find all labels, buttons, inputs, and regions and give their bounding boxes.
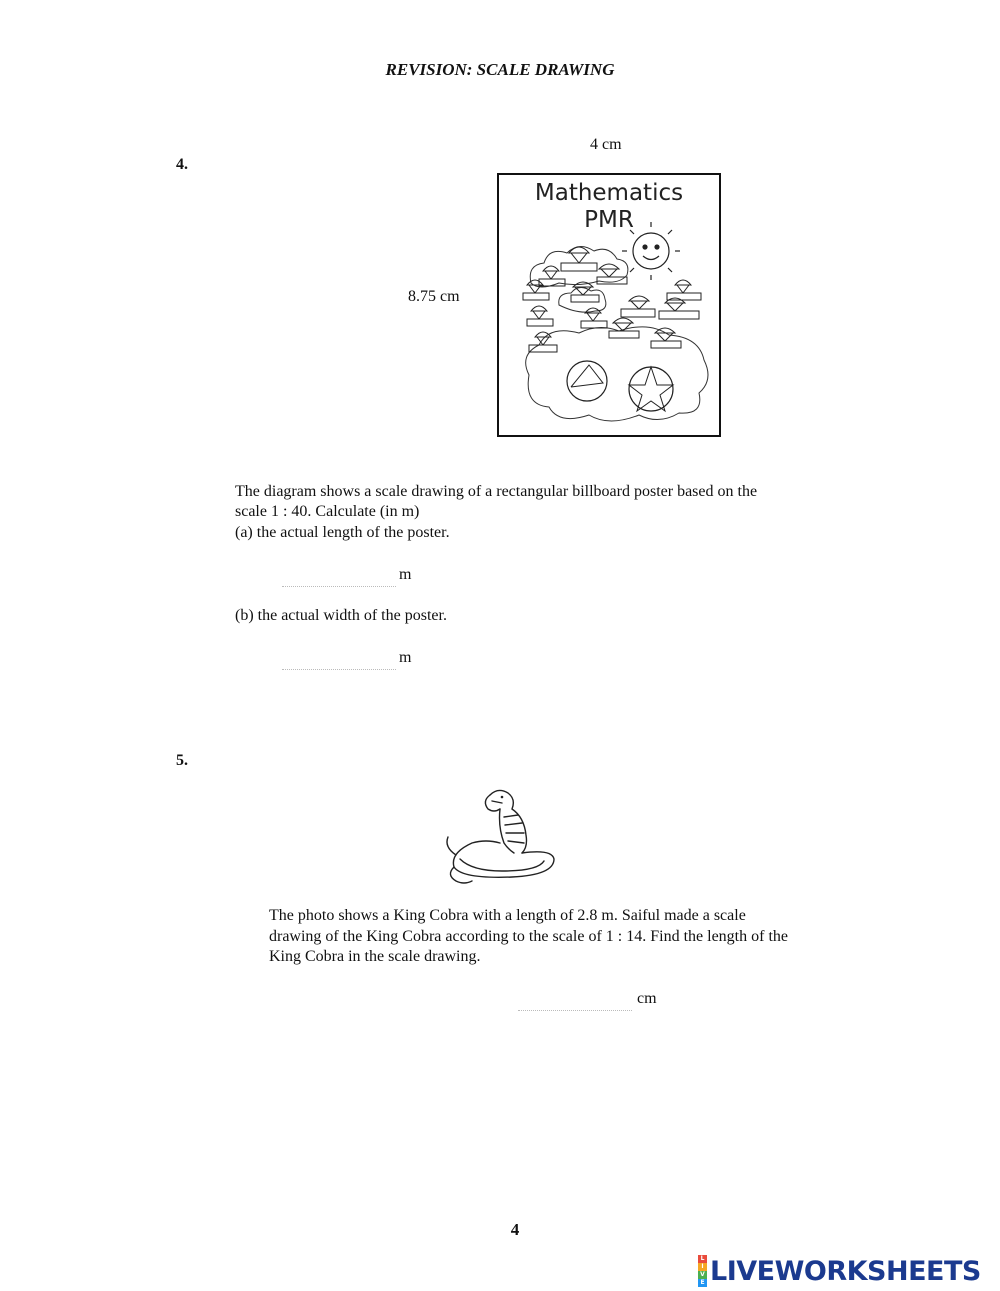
liveworksheets-logo	[698, 1256, 981, 1286]
answer-4a-input[interactable]	[282, 564, 396, 587]
answer-5-input[interactable]	[518, 988, 632, 1011]
answer-4b-input[interactable]	[282, 647, 396, 670]
badge-letter: I	[698, 1263, 707, 1271]
question-4-part-b: (b) the actual width of the poster.	[235, 607, 447, 624]
unit-4a: m	[399, 566, 412, 583]
badge-letter: L	[698, 1255, 707, 1263]
question-4-part-a: (a) the actual length of the poster.	[235, 524, 450, 541]
question-5-number: 5.	[176, 752, 188, 769]
question-5-text-line3: King Cobra in the scale drawing.	[269, 948, 481, 965]
poster-title-line2: PMR	[584, 207, 634, 233]
unit-5: cm	[637, 990, 657, 1007]
poster-illustration	[499, 175, 719, 435]
sun-icon	[622, 222, 680, 280]
poster-scale-drawing	[497, 173, 721, 437]
badge-letter: V	[698, 1271, 707, 1279]
question-4-text-line2: scale 1 : 40. Calculate (in m)	[235, 503, 420, 520]
logo-text: LIVEWORKSHEETS	[710, 1255, 981, 1287]
poster-width-label: 4 cm	[590, 136, 622, 153]
worksheet-title: REVISION: SCALE DRAWING	[385, 60, 615, 79]
question-4-number: 4.	[176, 156, 188, 173]
poster-title-line1: Mathematics	[534, 180, 684, 206]
king-cobra-image	[442, 787, 562, 887]
page-number: 4	[510, 1220, 520, 1239]
poster-length-label: 8.75 cm	[408, 288, 460, 305]
question-5-text-line2: drawing of the King Cobra according to the scale of 1 : 14. Find the length of the	[269, 928, 788, 945]
logo-badge-icon	[698, 1255, 707, 1287]
unit-4b: m	[399, 649, 412, 666]
question-5-text-line1: The photo shows a King Cobra with a length of 2.8 m. Saiful made a scale	[269, 907, 746, 924]
question-4-text-line1: The diagram shows a scale drawing of a rectangular billboard poster based on the	[235, 483, 758, 500]
badge-letter: E	[698, 1279, 707, 1287]
